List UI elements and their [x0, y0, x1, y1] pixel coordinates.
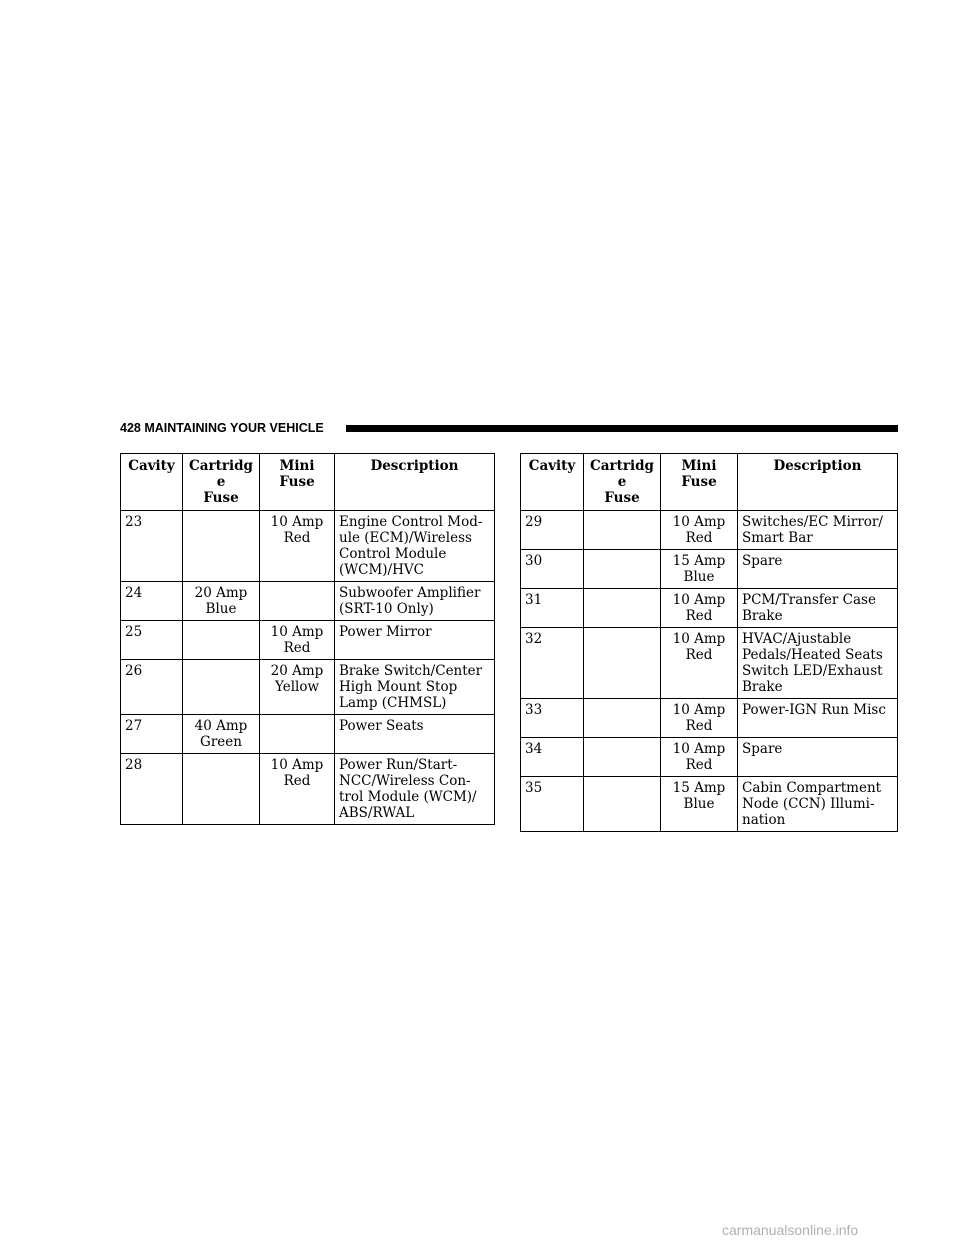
header-mini-line1: Mini	[681, 458, 717, 474]
header-cartridge-line2: Fuse	[604, 490, 640, 506]
cell-cavity: 31	[521, 589, 584, 628]
table-row	[521, 628, 898, 699]
table-row	[121, 754, 495, 825]
cell-description-line: Cabin Compartment	[742, 780, 882, 796]
header-mini-line2: Fuse	[279, 474, 315, 490]
cell-mini-fuse	[661, 628, 738, 699]
cell-cavity: 28	[121, 754, 183, 825]
cell-description-line: ule (ECM)/Wireless	[339, 530, 472, 546]
cell-description	[738, 738, 898, 777]
cell-description-line: Brake Switch/Center	[339, 663, 483, 679]
cell-mini-fuse-line: 10 Amp	[270, 514, 324, 530]
cell-mini-fuse-line: 10 Amp	[672, 702, 726, 718]
cell-description-line: (WCM)/HVC	[339, 562, 424, 578]
cell-cavity: 24	[121, 582, 183, 621]
cell-mini-fuse	[661, 511, 738, 550]
cell-cartridge-fuse	[584, 738, 661, 777]
page-title: 428 MAINTAINING YOUR VEHICLE	[120, 421, 324, 435]
cell-cartridge-fuse	[183, 621, 260, 660]
cell-cartridge-fuse-line: 40 Amp	[194, 718, 248, 734]
cell-description-line: ABS/RWAL	[339, 805, 415, 821]
cell-description	[335, 621, 495, 660]
fuse-table-left	[120, 453, 495, 825]
cell-description-line: Brake	[742, 608, 783, 624]
cell-description-line: Power Seats	[339, 718, 424, 734]
table-row	[521, 738, 898, 777]
cell-mini-fuse-line: 10 Amp	[672, 592, 726, 608]
page-header	[120, 419, 898, 441]
cell-description-line: Brake	[742, 679, 783, 695]
table-header-row	[521, 454, 898, 511]
header-cartridge	[584, 454, 661, 511]
cell-mini-fuse	[661, 738, 738, 777]
cell-mini-fuse-line: 10 Amp	[672, 631, 726, 647]
cell-description-line: nation	[742, 812, 786, 828]
cell-cavity: 32	[521, 628, 584, 699]
cell-mini-fuse-line: Red	[685, 608, 713, 624]
cell-cartridge-fuse	[584, 511, 661, 550]
cell-mini-fuse-line: Red	[283, 773, 311, 789]
cell-description	[335, 715, 495, 754]
cell-mini-fuse-line: Red	[685, 647, 713, 663]
header-cartridge-line1: Cartridge	[590, 458, 654, 490]
cell-description	[335, 582, 495, 621]
cell-cartridge-fuse	[584, 628, 661, 699]
cell-mini-fuse-line: 10 Amp	[672, 741, 726, 757]
cell-cavity: 35	[521, 777, 584, 832]
cell-mini-fuse-line: 10 Amp	[672, 514, 726, 530]
header-mini	[260, 454, 335, 511]
cell-mini-fuse-line: Red	[283, 530, 311, 546]
cell-cavity: 29	[521, 511, 584, 550]
cell-mini-fuse	[260, 621, 335, 660]
table-row	[521, 699, 898, 738]
cell-description	[738, 550, 898, 589]
cell-cartridge-fuse	[584, 777, 661, 832]
cell-description	[335, 754, 495, 825]
cell-description-line: High Mount Stop	[339, 679, 458, 695]
cell-description-line: PCM/Transfer Case	[742, 592, 876, 608]
cell-description-line: Spare	[742, 741, 783, 757]
table-row	[521, 511, 898, 550]
cell-description-line: NCC/Wireless Con-	[339, 773, 471, 789]
header-mini-line2: Fuse	[681, 474, 717, 490]
cell-cavity: 30	[521, 550, 584, 589]
header-rule	[346, 425, 898, 432]
cell-cartridge-fuse	[183, 715, 260, 754]
cell-cartridge-fuse	[584, 589, 661, 628]
cell-mini-fuse-line: 20 Amp	[270, 663, 324, 679]
cell-description-line: Power-IGN Run Misc	[742, 702, 886, 718]
table-header-row	[121, 454, 495, 511]
cell-description-line: (SRT-10 Only)	[339, 601, 434, 617]
cell-mini-fuse	[661, 777, 738, 832]
cell-mini-fuse-line: 10 Amp	[270, 757, 324, 773]
cell-cartridge-fuse	[183, 582, 260, 621]
header-cartridge	[183, 454, 260, 511]
cell-mini-fuse	[661, 589, 738, 628]
cell-cavity: 26	[121, 660, 183, 715]
table-row	[121, 715, 495, 754]
cell-description-line: Smart Bar	[742, 530, 813, 546]
cell-mini-fuse	[260, 582, 335, 621]
cell-mini-fuse-line: Red	[685, 757, 713, 773]
cell-description-line: Pedals/Heated Seats	[742, 647, 883, 663]
cell-mini-fuse	[661, 699, 738, 738]
cell-description	[335, 511, 495, 582]
cell-mini-fuse-line: Red	[283, 640, 311, 656]
cell-mini-fuse	[260, 715, 335, 754]
cell-description-line: Switches/EC Mirror/	[742, 514, 883, 530]
cell-description-line: Power Mirror	[339, 624, 432, 640]
cell-mini-fuse-line: Yellow	[274, 679, 320, 695]
cell-mini-fuse	[260, 511, 335, 582]
cell-cavity: 27	[121, 715, 183, 754]
cell-description-line: Node (CCN) Illumi-	[742, 796, 875, 812]
cell-description	[738, 699, 898, 738]
cell-description	[738, 628, 898, 699]
cell-mini-fuse-line: Red	[685, 530, 713, 546]
cell-description-line: HVAC/Ajustable	[742, 631, 852, 647]
cell-mini-fuse	[661, 550, 738, 589]
cell-description-line: Switch LED/Exhaust	[742, 663, 883, 679]
header-cavity: Cavity	[521, 454, 584, 511]
cell-cartridge-fuse	[183, 511, 260, 582]
cell-cavity: 33	[521, 699, 584, 738]
cell-description	[738, 511, 898, 550]
cell-description	[335, 660, 495, 715]
header-cartridge-line2: Fuse	[203, 490, 239, 506]
cell-description-line: Subwoofer Amplifier	[339, 585, 481, 601]
cell-description-line: Spare	[742, 553, 783, 569]
header-mini-line1: Mini	[279, 458, 315, 474]
cell-description-line: Lamp (CHMSL)	[339, 695, 447, 711]
cell-mini-fuse-line: Red	[685, 718, 713, 734]
cell-cartridge-fuse	[183, 754, 260, 825]
header-cavity: Cavity	[121, 454, 183, 511]
cell-mini-fuse	[260, 754, 335, 825]
cell-description-line: Control Module	[339, 546, 447, 562]
table-row	[521, 589, 898, 628]
cell-cartridge-fuse-line: 20 Amp	[194, 585, 248, 601]
fuse-table-right	[520, 453, 898, 832]
cell-cartridge-fuse	[584, 550, 661, 589]
cell-description-line: Power Run/Start-	[339, 757, 458, 773]
header-description: Description	[335, 454, 495, 511]
cell-cartridge-fuse	[584, 699, 661, 738]
header-description: Description	[738, 454, 898, 511]
header-cartridge-line1: Cartridge	[189, 458, 253, 490]
cell-cavity: 34	[521, 738, 584, 777]
cell-mini-fuse-line: Blue	[683, 569, 715, 585]
cell-cavity: 25	[121, 621, 183, 660]
header-mini	[661, 454, 738, 511]
cell-mini-fuse-line: 10 Amp	[270, 624, 324, 640]
watermark: carmanualsonline.info	[722, 1222, 859, 1238]
table-row	[521, 550, 898, 589]
table-row	[121, 582, 495, 621]
cell-description-line: Engine Control Mod-	[339, 514, 483, 530]
cell-mini-fuse	[260, 660, 335, 715]
cell-cartridge-fuse-line: Green	[200, 734, 242, 750]
cell-cartridge-fuse-line: Blue	[205, 601, 237, 617]
table-row	[521, 777, 898, 832]
cell-description-line: trol Module (WCM)/	[339, 789, 477, 805]
table-row	[121, 511, 495, 582]
cell-cavity: 23	[121, 511, 183, 582]
cell-description	[738, 777, 898, 832]
table-row	[121, 621, 495, 660]
cell-cartridge-fuse	[183, 660, 260, 715]
table-row	[121, 660, 495, 715]
cell-description	[738, 589, 898, 628]
cell-mini-fuse-line: 15 Amp	[672, 553, 726, 569]
cell-mini-fuse-line: Blue	[683, 796, 715, 812]
cell-mini-fuse-line: 15 Amp	[672, 780, 726, 796]
